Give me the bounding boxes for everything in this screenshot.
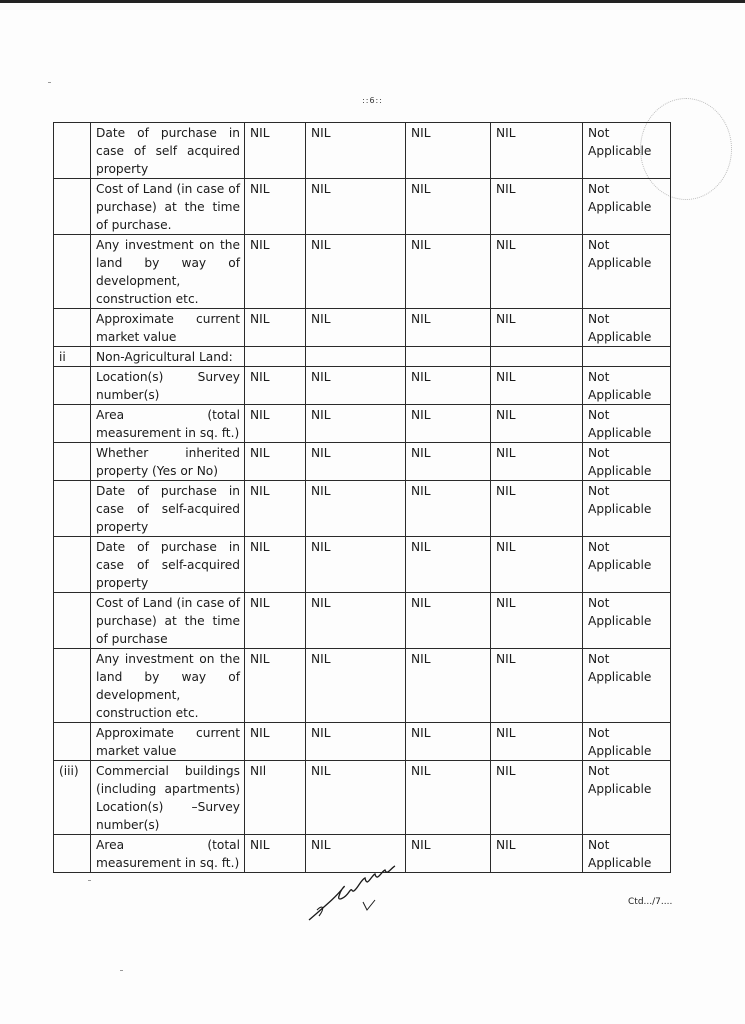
remark-cell: Not Applicable <box>583 537 671 593</box>
table-row <box>54 537 671 593</box>
remark-cell: Not Applicable <box>583 835 671 873</box>
value-cell: NIL <box>306 649 406 723</box>
value-cell: NIL <box>245 179 306 235</box>
value-cell: NIL <box>245 593 306 649</box>
value-cell: NIL <box>306 123 406 179</box>
value-cell: NIL <box>245 723 306 761</box>
table-row <box>54 649 671 723</box>
remark-cell: Not Applicable <box>583 593 671 649</box>
serial-cell <box>54 649 91 723</box>
value-cell: NIL <box>406 367 491 405</box>
value-cell <box>491 347 583 367</box>
value-cell <box>306 347 406 367</box>
value-cell: NIL <box>406 309 491 347</box>
value-cell: NIl <box>245 761 306 835</box>
table-row <box>54 405 671 443</box>
description-cell: Non-Agricultural Land: <box>91 347 245 367</box>
table-row <box>54 443 671 481</box>
serial-cell <box>54 405 91 443</box>
value-cell: NIL <box>491 481 583 537</box>
value-cell: NIL <box>306 309 406 347</box>
value-cell: NIL <box>491 123 583 179</box>
remark-cell: Not Applicable <box>583 723 671 761</box>
value-cell: NIL <box>406 649 491 723</box>
value-cell: NIL <box>306 367 406 405</box>
table-row <box>54 235 671 309</box>
assets-table <box>53 122 671 873</box>
value-cell: NIL <box>306 593 406 649</box>
value-cell: NIL <box>245 405 306 443</box>
value-cell: NIL <box>245 367 306 405</box>
description-cell: Whether inherited property (Yes or No) <box>91 443 245 481</box>
description-cell: Cost of Land (in case of purchase) at the time of purchase <box>91 593 245 649</box>
table-row <box>54 761 671 835</box>
value-cell: NIL <box>491 593 583 649</box>
remark-cell: Not Applicable <box>583 179 671 235</box>
description-cell: Cost of Land (in case of purchase) at the time of purchase. <box>91 179 245 235</box>
value-cell: NIL <box>406 761 491 835</box>
value-cell: NIL <box>491 235 583 309</box>
page-number: ::6:: <box>362 96 383 105</box>
remark-cell: Not Applicable <box>583 481 671 537</box>
value-cell: NIL <box>245 443 306 481</box>
serial-cell <box>54 835 91 873</box>
table-row <box>54 179 671 235</box>
scan-speck <box>120 970 123 971</box>
value-cell: NIL <box>491 761 583 835</box>
remark-cell: Not Applicable <box>583 235 671 309</box>
value-cell: NIL <box>245 649 306 723</box>
serial-cell <box>54 123 91 179</box>
table-row <box>54 723 671 761</box>
serial-cell <box>54 235 91 309</box>
value-cell: NIL <box>491 179 583 235</box>
value-cell: NIL <box>406 443 491 481</box>
table-row <box>54 347 671 367</box>
remark-cell <box>583 347 671 367</box>
scan-speck <box>88 880 91 881</box>
serial-cell: ii <box>54 347 91 367</box>
value-cell: NIL <box>306 835 406 873</box>
value-cell: NIL <box>491 309 583 347</box>
serial-cell: (iii) <box>54 761 91 835</box>
value-cell: NIL <box>406 723 491 761</box>
table-row <box>54 367 671 405</box>
description-cell: Any investment on the land by way of development, construction etc. <box>91 235 245 309</box>
value-cell: NIL <box>406 835 491 873</box>
value-cell: NIL <box>491 537 583 593</box>
value-cell: NIL <box>406 593 491 649</box>
description-cell: Date of purchase in case of self-acquired property <box>91 537 245 593</box>
description-cell: Location(s) Survey number(s) <box>91 367 245 405</box>
serial-cell <box>54 309 91 347</box>
value-cell: NIL <box>406 537 491 593</box>
continued-note: Ctd.../7.... <box>628 897 673 907</box>
value-cell: NIL <box>306 405 406 443</box>
value-cell: NIL <box>306 537 406 593</box>
table-row <box>54 593 671 649</box>
description-cell: Area (total measurement in sq. ft.) <box>91 835 245 873</box>
serial-cell <box>54 367 91 405</box>
remark-cell: Not Applicable <box>583 405 671 443</box>
value-cell: NIL <box>406 481 491 537</box>
serial-cell <box>54 443 91 481</box>
value-cell: NIL <box>306 179 406 235</box>
description-cell: Approximate current market value <box>91 309 245 347</box>
table-row <box>54 309 671 347</box>
value-cell: NIL <box>245 537 306 593</box>
value-cell: NIL <box>406 123 491 179</box>
value-cell: NIL <box>306 443 406 481</box>
value-cell: NIL <box>245 123 306 179</box>
value-cell: NIL <box>491 835 583 873</box>
value-cell: NIL <box>406 235 491 309</box>
value-cell: NIL <box>306 481 406 537</box>
description-cell: Date of purchase in case of self-acquired property <box>91 481 245 537</box>
value-cell: NIL <box>245 481 306 537</box>
serial-cell <box>54 593 91 649</box>
description-cell: Approximate current market value <box>91 723 245 761</box>
table-row <box>54 481 671 537</box>
scan-speck <box>48 82 51 83</box>
remark-cell: Not Applicable <box>583 443 671 481</box>
value-cell: NIL <box>245 835 306 873</box>
value-cell <box>245 347 306 367</box>
description-cell: Area (total measurement in sq. ft.) <box>91 405 245 443</box>
description-cell: Date of purchase in case of self acquired property <box>91 123 245 179</box>
value-cell: NIL <box>306 235 406 309</box>
value-cell: NIL <box>491 367 583 405</box>
serial-cell <box>54 537 91 593</box>
value-cell: NIL <box>306 761 406 835</box>
remark-cell: Not Applicable <box>583 123 671 179</box>
serial-cell <box>54 481 91 537</box>
remark-cell: Not Applicable <box>583 649 671 723</box>
description-cell: Commercial buildings (including apartments) Location(s) –Survey number(s) <box>91 761 245 835</box>
description-cell: Any investment on the land by way of development, construction etc. <box>91 649 245 723</box>
remark-cell: Not Applicable <box>583 309 671 347</box>
remark-cell: Not Applicable <box>583 761 671 835</box>
value-cell <box>406 347 491 367</box>
value-cell: NIL <box>491 723 583 761</box>
serial-cell <box>54 723 91 761</box>
value-cell: NIL <box>491 443 583 481</box>
value-cell: NIL <box>245 309 306 347</box>
scan-top-edge <box>0 0 745 3</box>
value-cell: NIL <box>491 649 583 723</box>
value-cell: NIL <box>245 235 306 309</box>
value-cell: NIL <box>306 723 406 761</box>
table-row <box>54 123 671 179</box>
serial-cell <box>54 179 91 235</box>
value-cell: NIL <box>491 405 583 443</box>
signature <box>305 858 400 928</box>
value-cell: NIL <box>406 179 491 235</box>
remark-cell: Not Applicable <box>583 367 671 405</box>
value-cell: NIL <box>406 405 491 443</box>
table-body <box>54 123 671 873</box>
